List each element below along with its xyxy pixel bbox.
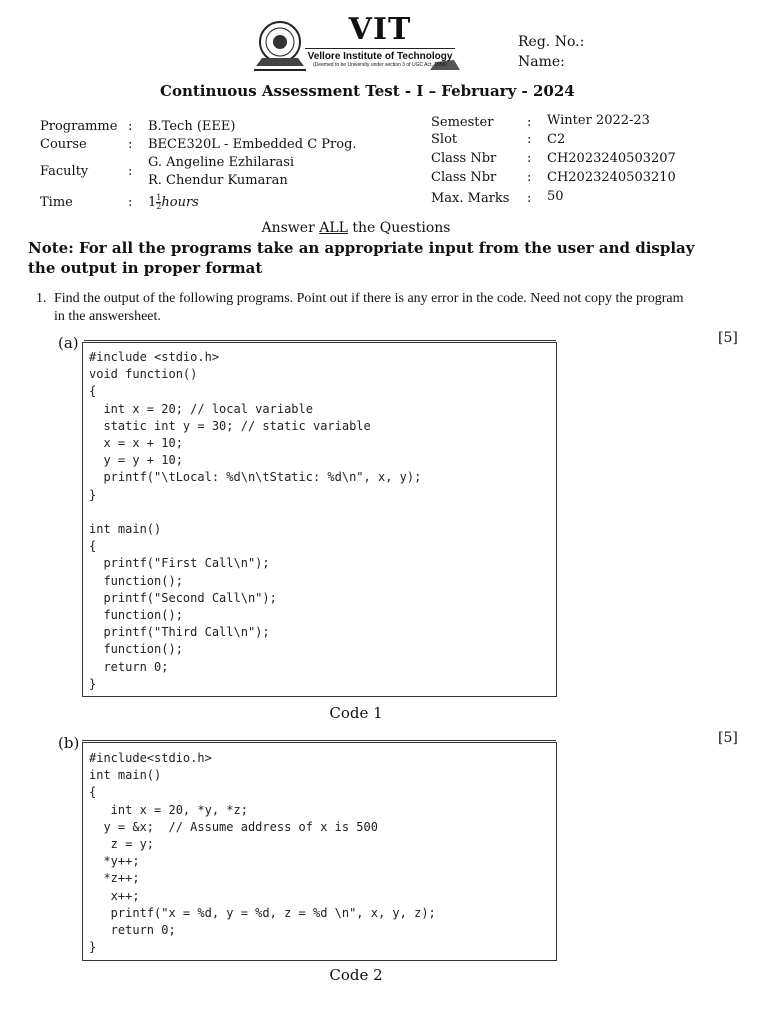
time-den: 2 (156, 202, 162, 211)
exam-title: Continuous Assessment Test - I – February - 2024 (160, 82, 575, 100)
part-b-top-rule (82, 740, 556, 741)
info-label: Faculty (40, 164, 89, 179)
code-2-box (82, 742, 557, 961)
info-value: C2 (547, 132, 566, 147)
info-label: Max. Marks (431, 191, 510, 206)
info-value: B.Tech (EEE) (148, 119, 236, 134)
info-label: Slot (431, 132, 458, 147)
info-sep: : (527, 115, 532, 130)
vit-logo (252, 16, 308, 72)
info-row-max-marks (431, 188, 731, 207)
faculty-name-2: R. Chendur Kumaran (148, 173, 288, 188)
reg-no-label: Reg. No.: (518, 34, 585, 50)
info-sep: : (128, 164, 133, 179)
institute-note: (Deemed to be University under section 3 of UGC Act, 1956) (313, 62, 447, 68)
institute-short-name: VIT (348, 12, 412, 47)
institute-block (305, 14, 455, 68)
answer-post: the Questions (347, 220, 451, 236)
info-label: Programme (40, 119, 118, 134)
code-2-caption: Code 2 (329, 966, 383, 984)
institute-full-name: Vellore Institute of Technology (305, 48, 455, 62)
info-sep: : (527, 191, 532, 206)
question-number: 1. (36, 291, 47, 306)
info-sep: : (128, 137, 133, 152)
question-1 (36, 290, 696, 326)
part-a-top-rule (84, 340, 556, 341)
part-a-label: (a) (58, 334, 79, 352)
info-label: Time (40, 195, 73, 210)
code-1-caption: Code 1 (329, 704, 383, 722)
info-row-slot (431, 131, 731, 150)
code-1: #include <stdio.h> void function() { int x = 20; // local variable static int y = 30; // static variable x = x + 10; y = y + 10; printf("\tLocal: %d\n\tStatic: %d\n", x, y); } int main() { printf("First Call\n"); function(); printf("Second Call\n"); function(); printf("Third Call\n"); function(); return 0; } (89, 350, 422, 691)
time-whole: 1 (148, 195, 157, 210)
info-sep: : (527, 151, 532, 166)
info-row-class-nbr-2 (431, 169, 731, 188)
time-num: 1 (156, 193, 162, 202)
faculty-name-1: G. Angeline Ezhilarasi (148, 155, 295, 170)
info-value: CH2023240503207 (547, 151, 676, 166)
vit-seal-icon (252, 16, 308, 72)
info-sep: : (527, 132, 532, 147)
info-row-class-nbr-1 (431, 150, 731, 169)
info-value: BECE320L - Embedded C Prog. (148, 137, 357, 152)
answer-instruction (0, 220, 712, 236)
question-text: Find the output of the following programs. Point out if there is any error in the code. Need not copy the program in the answersheet. (54, 291, 684, 324)
time-unit: hours (161, 195, 199, 210)
part-a-marks: [5] (718, 330, 738, 346)
student-details (518, 32, 584, 72)
part-b-marks: [5] (718, 730, 738, 746)
info-label: Course (40, 137, 87, 152)
answer-all: ALL (319, 220, 348, 236)
time-value (148, 194, 199, 212)
info-row-semester (431, 112, 731, 131)
info-right (431, 112, 731, 207)
info-label: Semester (431, 115, 494, 130)
code-2: #include<stdio.h> int main() { int x = 20, *y, *z; y = &x; // Assume address of x is 500 z = y; *y++; *z++; x++; printf("x = %d, y = %d, z = %d \n", x, y, z); return 0; } (89, 751, 436, 955)
code-1-box (82, 342, 557, 697)
part-b-label: (b) (58, 734, 80, 752)
answer-pre: Answer (261, 220, 320, 236)
info-sep: : (527, 170, 532, 185)
info-sep: : (128, 195, 133, 210)
info-value: CH2023240503210 (547, 170, 676, 185)
info-label: Class Nbr (431, 170, 497, 185)
info-value: Winter 2022-23 (547, 113, 650, 128)
name-label: Name: (518, 54, 565, 70)
info-value: 50 (547, 189, 564, 204)
info-sep: : (128, 119, 133, 134)
note: Note: For all the programs take an appropriate input from the user and display the output in proper format (28, 239, 695, 277)
info-label: Class Nbr (431, 151, 497, 166)
